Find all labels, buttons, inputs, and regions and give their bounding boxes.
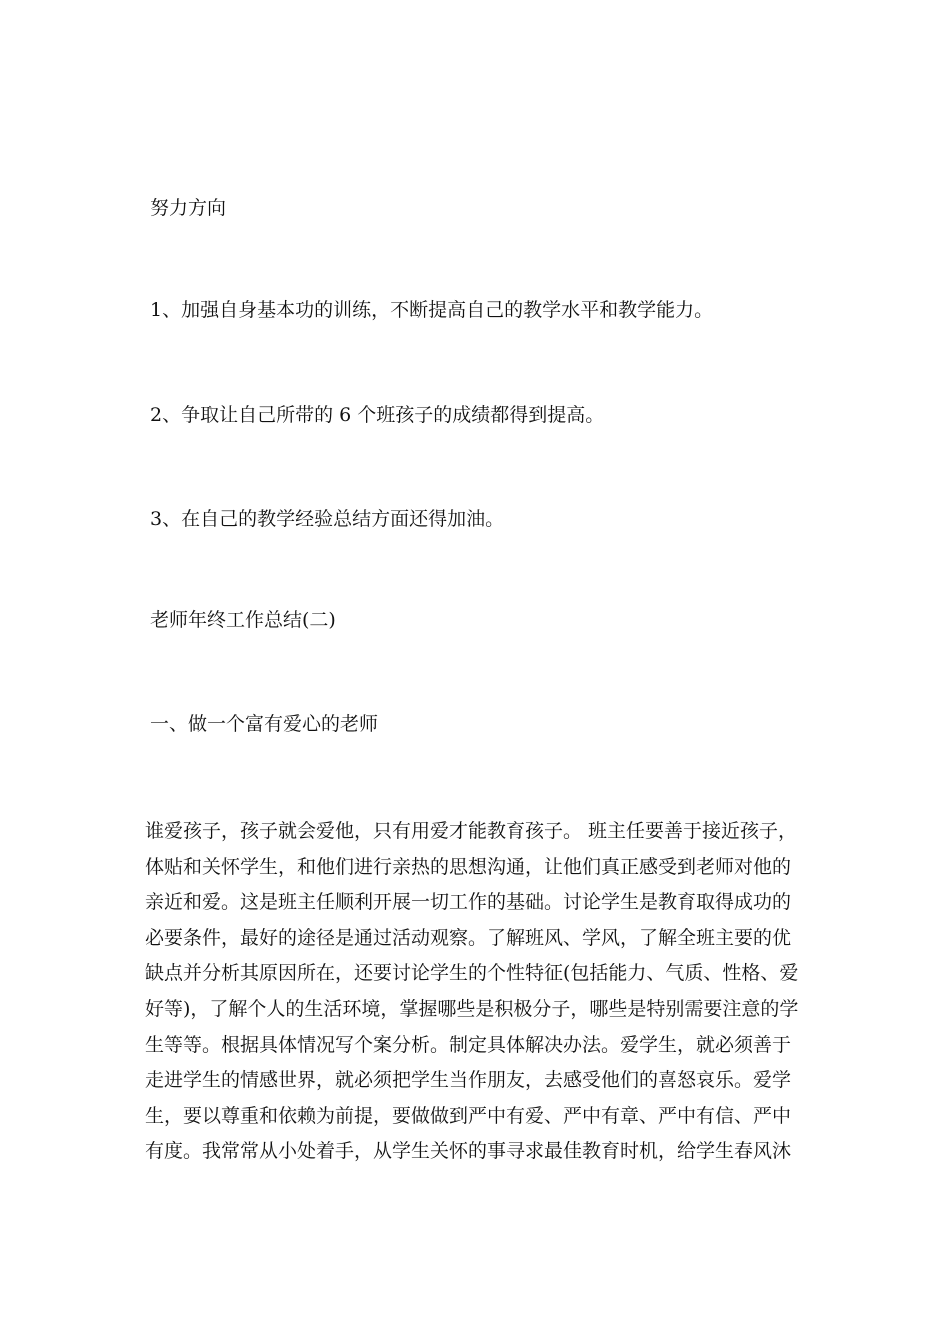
paragraph-line: 亲近和爱。这是班主任顺利开展一切工作的基础。讨论学生是教育取得成功的 — [145, 891, 792, 914]
section-title: 一、做一个富有爱心的老师 — [150, 713, 379, 735]
section-heading: 努力方向 — [150, 197, 227, 219]
goal-item-1: 1、加强自身基本功的训练，不断提高自己的教学水平和教学能力。 — [150, 299, 714, 321]
paragraph-line: 生，要以尊重和依赖为前提，要做做到严中有爱、严中有章、严中有信、严中 — [145, 1104, 792, 1127]
body-paragraph — [145, 814, 815, 1170]
paragraph-line: 必要条件，最好的途径是通过活动观察。了解班风、学风，了解全班主要的优 — [145, 926, 792, 949]
goal-item-2: 2、争取让自己所带的 6 个班孩子的成绩都得到提高。 — [150, 404, 605, 426]
document-title: 老师年终工作总结(二) — [150, 609, 336, 631]
paragraph-line: 生等等。根据具体情况写个案分析。制定具体解决办法。爱学生，就必须善于 — [145, 1033, 792, 1056]
paragraph-line: 走进学生的情感世界，就必须把学生当作朋友，去感受他们的喜怒哀乐。爱学 — [145, 1069, 792, 1092]
paragraph-line: 体贴和关怀学生，和他们进行亲热的思想沟通，让他们真正感受到老师对他的 — [145, 855, 792, 878]
paragraph-line: 有度。我常常从小处着手，从学生关怀的事寻求最佳教育时机，给学生春风沐 — [145, 1140, 792, 1163]
paragraph-line: 谁爱孩子，孩子就会爱他，只有用爱才能教育孩子。 班主任要善于接近孩子， — [145, 820, 798, 842]
paragraph-line: 好等)，了解个人的生活环境，掌握哪些是积极分子，哪些是特别需要注意的学 — [145, 997, 799, 1020]
paragraph-line: 缺点并分析其原因所在，还要讨论学生的个性特征(包括能力、气质、性格、爱 — [145, 962, 799, 985]
goal-item-3: 3、在自己的教学经验总结方面还得加油。 — [150, 508, 505, 530]
